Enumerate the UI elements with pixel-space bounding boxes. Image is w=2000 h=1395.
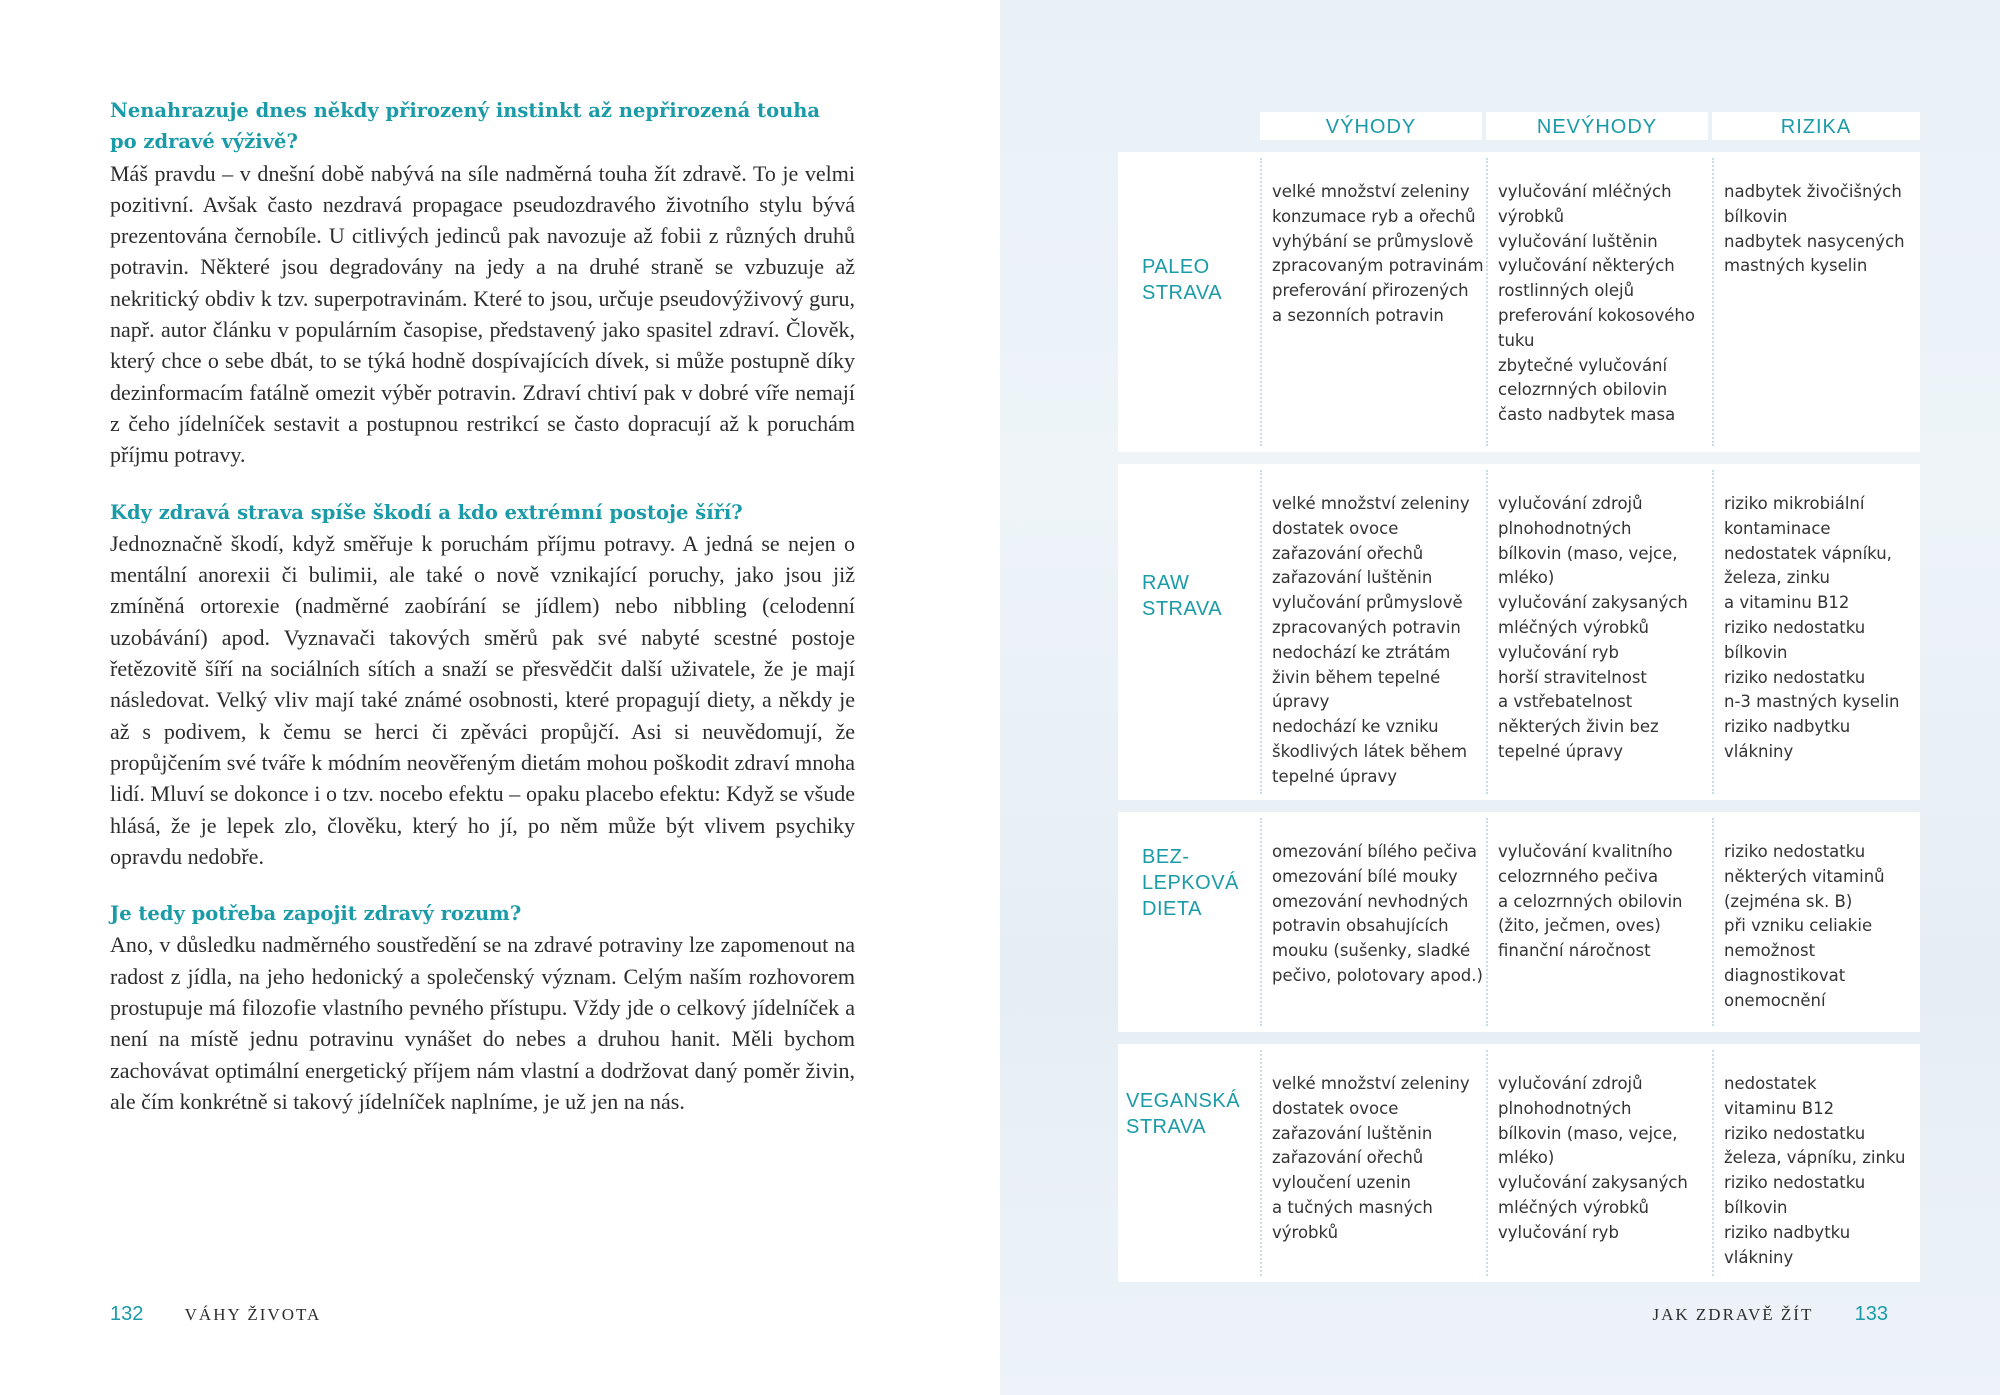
cell-line: vylučování ryb <box>1498 642 1619 662</box>
cell-line: některých živin bez <box>1498 717 1659 737</box>
column-divider <box>1486 818 1488 1026</box>
column-divider <box>1486 1050 1488 1276</box>
table-row <box>1118 152 1920 452</box>
cell-line: n-3 mastných kyselin <box>1724 692 1900 712</box>
answer-paragraph: Ano, v důsledku nadměrného soustředění se na zdravé potraviny lze zapomenout na radost z jídla, na jeho hedonický a společenský význam. Celým naším rozhovorem prostupuje má filozofie vlastního pevného přístupu. Vždy jde o celkový jídelníček a není na místě jednu potravinu vynášet do nebes a druhou hanit. Měli bychom zachovávat optimální energetický příjem nám vlastní a dodržovat daný poměr živin, ale čím konkrétně si takový jídelníček naplníme, je už jen na nás. <box>110 932 855 1114</box>
cell-line: a sezonních potravin <box>1272 305 1444 325</box>
cell-vyhody <box>1272 1072 1470 1246</box>
column-divider <box>1260 818 1262 1026</box>
cell-line: bílkovin (maso, vejce, <box>1498 1123 1678 1143</box>
cell-line: preferování kokosového <box>1498 305 1695 325</box>
cell-line: vlákniny <box>1724 1247 1794 1267</box>
cell-line: diagnostikovat <box>1724 965 1846 985</box>
cell-nevyhody <box>1498 1072 1688 1246</box>
cell-line: plnohodnotných <box>1498 518 1632 538</box>
cell-line: finanční náročnost <box>1498 941 1651 961</box>
cell-line: výrobků <box>1498 206 1565 226</box>
cell-line: železa, zinku <box>1724 568 1831 588</box>
cell-line: a celozrnných obilovin <box>1498 891 1683 911</box>
cell-line: onemocnění <box>1724 990 1826 1010</box>
cell-line: pečivo, polotovary apod.) <box>1272 965 1483 985</box>
cell-line: vylučování ryb <box>1498 1222 1619 1242</box>
cell-line: velké množství zeleniny <box>1272 1074 1470 1093</box>
row-label <box>1142 570 1222 622</box>
column-divider <box>1260 1050 1262 1276</box>
cell-line: vylučování kvalitního <box>1498 842 1673 861</box>
row-label <box>1126 1088 1240 1140</box>
cell-line: a vitaminu B12 <box>1724 593 1850 613</box>
question-heading <box>110 898 855 929</box>
table-row <box>1118 1044 1920 1282</box>
cell-line: a tučných masných <box>1272 1197 1433 1217</box>
header-nevyhody: NEVÝHODY <box>1486 112 1708 140</box>
cell-line: vylučování některých <box>1498 256 1675 276</box>
cell-line: vylučování mléčných <box>1498 182 1672 201</box>
cell-line: potravin obsahujících <box>1272 916 1449 936</box>
cell-line: zařazování luštěnin <box>1272 1123 1433 1143</box>
cell-line: mastných kyselin <box>1724 256 1868 276</box>
cell-line: mléčných výrobků <box>1498 617 1649 637</box>
page-number-right: 133 <box>1854 1303 1888 1325</box>
cell-line: zařazování ořechů <box>1272 1148 1424 1168</box>
cell-line: omezování bílého pečiva <box>1272 842 1477 861</box>
question-line: Kdy zdravá strava spíše škodí a kdo extrémní postoje šíří? <box>110 500 743 524</box>
cell-line: velké množství zeleniny <box>1272 182 1470 201</box>
cell-line: mouku (sušenky, sladké <box>1272 941 1471 961</box>
cell-line: celozrnných obilovin <box>1498 380 1668 400</box>
table-row <box>1118 812 1920 1032</box>
cell-vyhody <box>1272 180 1484 329</box>
cell-line: konzumace ryb a ořechů <box>1272 206 1476 226</box>
question-heading <box>110 95 855 158</box>
cell-line: riziko nedostatku <box>1724 1173 1866 1193</box>
cell-line: bílkovin (maso, vejce, <box>1498 543 1678 563</box>
running-title-left: VÁHY ŽIVOTA <box>184 1305 322 1324</box>
cell-line: vylučování luštěnin <box>1498 231 1658 251</box>
cell-line: vylučování zdrojů <box>1498 494 1643 513</box>
cell-line: (zejména sk. B) <box>1724 891 1853 911</box>
row-label-line: VEGANSKÁ <box>1126 1090 1241 1112</box>
cell-line: živin během tepelné <box>1272 667 1441 687</box>
row-label-line: RAW <box>1142 572 1190 594</box>
cell-line: tepelné úpravy <box>1272 766 1398 786</box>
cell-line: tepelné úpravy <box>1498 741 1624 761</box>
header-vyhody: VÝHODY <box>1260 112 1482 140</box>
cell-line: bílkovin <box>1724 206 1788 226</box>
cell-rizika <box>1724 840 1885 1014</box>
row-label-line: STRAVA <box>1142 282 1223 304</box>
cell-line: riziko nedostatku <box>1724 617 1866 637</box>
left-folio <box>110 1303 321 1326</box>
cell-rizika <box>1724 1072 1905 1270</box>
cell-line: vylučování průmyslově <box>1272 593 1463 613</box>
cell-line: úpravy <box>1272 692 1330 712</box>
cell-line: nedostatek vápníku, <box>1724 543 1892 563</box>
qa-section <box>110 95 855 471</box>
cell-nevyhody <box>1498 840 1683 964</box>
cell-line: riziko nadbytku <box>1724 1222 1851 1242</box>
cell-rizika <box>1724 180 1905 279</box>
cell-line: tuku <box>1498 330 1535 350</box>
column-divider <box>1486 470 1488 794</box>
cell-line: riziko mikrobiální <box>1724 494 1865 513</box>
cell-nevyhody <box>1498 180 1695 428</box>
cell-line: horší stravitelnost <box>1498 667 1647 687</box>
cell-line: vlákniny <box>1724 741 1794 761</box>
cell-line: (žito, ječmen, oves) <box>1498 916 1661 936</box>
cell-line: kontaminace <box>1724 518 1831 538</box>
cell-line: omezování bílé mouky <box>1272 866 1458 886</box>
cell-line: při vzniku celiakie <box>1724 916 1873 936</box>
cell-line: nedostatek <box>1724 1074 1817 1093</box>
cell-line: vylučování zdrojů <box>1498 1074 1643 1093</box>
cell-line: zařazování luštěnin <box>1272 568 1433 588</box>
row-label <box>1142 844 1239 922</box>
cell-nevyhody <box>1498 492 1688 765</box>
right-page <box>1000 0 2000 1395</box>
cell-line: a vstřebatelnost <box>1498 692 1633 712</box>
cell-line: preferování přirozených <box>1272 281 1469 301</box>
cell-line: riziko nadbytku <box>1724 717 1851 737</box>
cell-line: často nadbytek masa <box>1498 405 1676 425</box>
column-divider <box>1486 158 1488 446</box>
cell-line: bílkovin <box>1724 642 1788 662</box>
header-rizika: RIZIKA <box>1712 112 1920 140</box>
cell-line: dostatek ovoce <box>1272 1098 1399 1118</box>
table-row <box>1118 464 1920 800</box>
cell-line: vyloučení uzenin <box>1272 1173 1411 1193</box>
cell-line: škodlivých látek během <box>1272 741 1468 761</box>
row-label-line: LEPKOVÁ <box>1142 872 1239 894</box>
cell-line: velké množství zeleniny <box>1272 494 1470 513</box>
row-label-line: BEZ- <box>1142 846 1190 868</box>
cell-line: železa, vápníku, zinku <box>1724 1148 1906 1168</box>
cell-line: vitaminu B12 <box>1724 1098 1835 1118</box>
question-heading <box>110 497 855 528</box>
cell-line: nadbytek živočišných <box>1724 182 1902 201</box>
question-line: Nenahrazuje dnes někdy přirozený instinkt až nepřirozená touha <box>110 99 821 122</box>
column-divider <box>1712 158 1714 446</box>
column-divider <box>1712 818 1714 1026</box>
cell-line: mléko) <box>1498 568 1555 588</box>
row-label-line: PALEO <box>1142 256 1210 278</box>
column-divider <box>1712 470 1714 794</box>
cell-line: riziko nedostatku <box>1724 1123 1866 1143</box>
cell-line: vylučování zakysaných <box>1498 593 1688 613</box>
question-line: po zdravé výživě? <box>110 130 298 154</box>
qa-section <box>110 898 855 1117</box>
cell-line: zpracovaným potravinám <box>1272 256 1484 276</box>
cell-rizika <box>1724 492 1900 765</box>
cell-line: celozrnného pečiva <box>1498 866 1659 886</box>
cell-line: mléko) <box>1498 1148 1555 1168</box>
cell-line: riziko nedostatku <box>1724 842 1866 861</box>
cell-line: nedochází ke ztrátám <box>1272 642 1451 662</box>
row-label <box>1142 254 1222 306</box>
cell-line: riziko nedostatku <box>1724 667 1866 687</box>
answer-paragraph: Jednoznačně škodí, když směřuje k poruchám příjmu potravy. A jedná se nejen o mentální anorexii či bulimii, ale také o nově vznikající poruchy, jako jsou již zmíněná ortorexie (nadměrné zaobírání se jídlem) nebo nibbling (celodenní uzobávání) apod. Vyznavači takových směrů pak své nabyté scestné postoje řetězovitě šíří na sociálních sítích a snaží se přesvědčit další uživatele, že je mají následovat. Velký vliv mají také známé osobnosti, které propagují diety, a někdy je až s podivem, k čemu se herci či zpěváci propůjčí. Asi si neuvědomují, že propůjčením své tváře k módním neověřeným dietám mohou poškodit zdraví mnoha lidí. Mluví se dokonce i o tzv. nocebo efektu – opaku placebo efektu: Když se všude hlásá, že je lepek zlo, člověku, který ho jí, po něm může být vlivem psychiky opravdu nedobře. <box>110 530 855 869</box>
running-title-right: JAK ZDRAVĚ ŽÍT <box>1652 1305 1814 1324</box>
qa-section <box>110 497 855 873</box>
cell-line: vyhýbání se průmyslově <box>1272 231 1474 251</box>
cell-line: dostatek ovoce <box>1272 518 1399 538</box>
cell-line: výrobků <box>1272 1222 1339 1242</box>
cell-vyhody <box>1272 840 1483 989</box>
cell-line: zbytečné vylučování <box>1498 355 1668 375</box>
row-label-line: STRAVA <box>1126 1116 1207 1138</box>
cell-line: zpracovaných potravin <box>1272 617 1461 637</box>
column-divider <box>1260 158 1262 446</box>
row-label-line: STRAVA <box>1142 598 1223 620</box>
answer-paragraph: Máš pravdu – v dnešní době nabývá na síle nadměrná touha žít zdravě. To je velmi pozitivní. Avšak často nezdravá propagace pseudozdravého životního stylu bývá prezentována černobíle. U citlivých jedinců pak navozuje až fobii z různých druhů potravin. Některé jsou degradovány na jedy a na druhé straně se vzbuzuje až nekritický obdiv k tzv. superpotravinám. Které to jsou, určuje pseudovýživový guru, např. autor článku v populárním časopise, představený jako spasitel zdraví. Člověk, který chce o sebe dbát, to se týká hodně dospívajících dívek, si může postupně díky dezinformacím fatálně omezit výběr potravin. Zdraví chtiví pak v dobré víře nemají z čeho jídelníček sestavit a postupnou restrikcí se často dopracují až k poruchám příjmu potravy. <box>110 160 855 468</box>
cell-line: omezování nevhodných <box>1272 891 1469 911</box>
row-label-line: DIETA <box>1142 898 1202 920</box>
cell-line: plnohodnotných <box>1498 1098 1632 1118</box>
cell-line: mléčných výrobků <box>1498 1197 1649 1217</box>
column-divider <box>1712 1050 1714 1276</box>
cell-line: rostlinných olejů <box>1498 281 1635 301</box>
cell-line: bílkovin <box>1724 1197 1788 1217</box>
cell-line: nedochází ke vzniku <box>1272 717 1439 737</box>
cell-line: některých vitaminů <box>1724 866 1885 886</box>
cell-line: zařazování ořechů <box>1272 543 1424 563</box>
cell-line: vylučování zakysaných <box>1498 1173 1688 1193</box>
cell-vyhody <box>1272 492 1470 790</box>
cell-line: nadbytek nasycených <box>1724 231 1905 251</box>
cell-line: nemožnost <box>1724 941 1816 961</box>
right-folio <box>1652 1303 1888 1326</box>
question-line: Je tedy potřeba zapojit zdravý rozum? <box>110 902 522 926</box>
page-number-left: 132 <box>110 1303 144 1325</box>
column-divider <box>1260 470 1262 794</box>
interview-text <box>110 95 855 1143</box>
